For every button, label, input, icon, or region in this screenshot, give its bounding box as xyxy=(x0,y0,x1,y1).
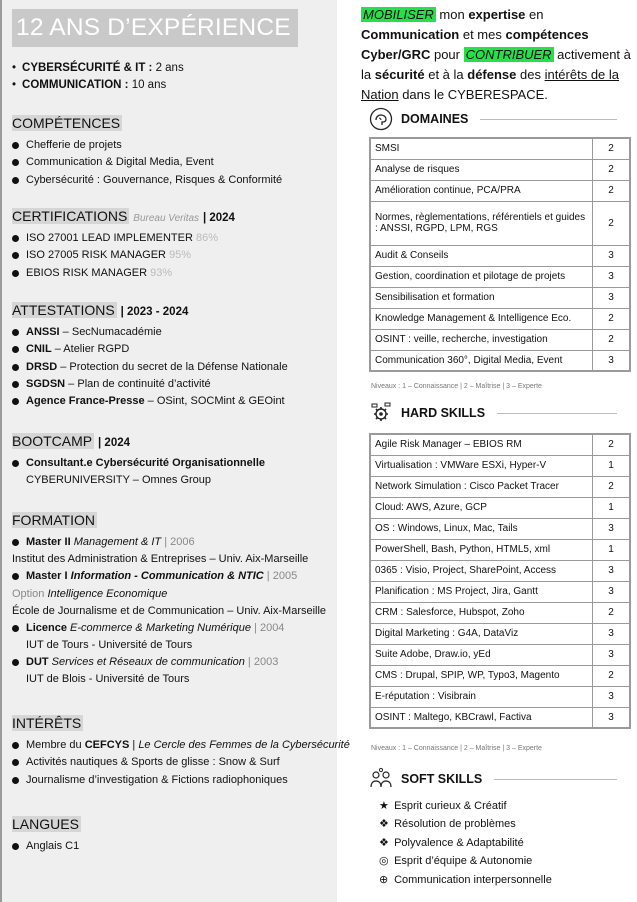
list-item: ISO 27005 RISK MANAGER 95% xyxy=(12,247,235,264)
skill-level: 3 xyxy=(593,707,631,728)
experience-summary xyxy=(12,60,184,94)
skill-label: Cloud: AWS, Azure, GCP xyxy=(370,497,593,518)
experience-item: • COMMUNICATION : 10 ans xyxy=(12,77,184,94)
table-row xyxy=(370,623,630,644)
list-item: ISO 27001 LEAD IMPLEMENTER 86% xyxy=(12,230,235,247)
diamond-icon: ❖ xyxy=(379,836,389,849)
skill-level: 3 xyxy=(593,581,631,602)
skill-label: CMS : Drupal, SPIP, WP, Typo3, Magento xyxy=(370,665,593,686)
table-row xyxy=(370,245,630,266)
table-row xyxy=(370,434,630,455)
experience-item: • CYBERSÉCURITÉ & IT : 2 ans xyxy=(12,60,184,77)
skill-label: Communication 360°, Digital Media, Event xyxy=(370,350,593,371)
table-row xyxy=(370,560,630,581)
skill-label: Sensibilisation et formation xyxy=(370,287,593,308)
table-row xyxy=(370,707,630,728)
list-item: Licence E-commerce & Marketing Numérique | 2004 xyxy=(12,620,326,637)
skill-label: Audit & Conseils xyxy=(370,245,593,266)
skill-level: 2 xyxy=(593,138,631,159)
list-item: ◎ Esprit d’équipe & Autonomie xyxy=(379,852,552,870)
section-title: BOOTCAMP xyxy=(12,433,93,449)
skill-level: 3 xyxy=(593,560,631,581)
skill-level: 3 xyxy=(593,350,631,371)
skill-label: Digital Marketing : G4A, DataViz xyxy=(370,623,593,644)
skill-level: 2 xyxy=(593,329,631,350)
section-title: COMPÉTENCES xyxy=(12,115,121,131)
table-row xyxy=(370,329,630,350)
skill-label: Virtualisation : VMWare ESXi, Hyper-V xyxy=(370,455,593,476)
soft-skills-list xyxy=(379,797,552,889)
skill-label: Network Simulation : Cisco Packet Tracer xyxy=(370,476,593,497)
table-row xyxy=(370,138,630,159)
skill-level: 3 xyxy=(593,518,631,539)
bootcamp-section: BOOTCAMP | 2024 Consultant.e Cybersécurité Organisationnelle CYBERUNIVERSITY – Omnes Group xyxy=(12,433,265,489)
skill-level: 3 xyxy=(593,686,631,707)
skill-level: 3 xyxy=(593,623,631,644)
section-title: FORMATION xyxy=(12,512,95,528)
competences-section xyxy=(12,115,282,189)
interets-section xyxy=(12,715,350,789)
list-item: ❖ Résolution de problèmes xyxy=(379,815,552,833)
skill-level: 2 xyxy=(593,201,631,245)
section-title: SOFT SKILLS xyxy=(401,772,483,786)
table-row xyxy=(370,665,630,686)
section-title: DOMAINES xyxy=(401,112,469,126)
table-row xyxy=(370,455,630,476)
table-row xyxy=(370,644,630,665)
table-row xyxy=(370,201,630,245)
skill-level: 1 xyxy=(593,455,631,476)
skill-label: Planification : MS Project, Jira, Gantt xyxy=(370,581,593,602)
certifications-section: CERTIFICATIONS Bureau Veritas | 2024 ISO 27001 LEAD IMPLEMENTER 86% ISO 27005 RISK MANAGER 95% EBIOS RISK MANAGER 93% xyxy=(12,208,235,282)
brain-icon xyxy=(369,107,393,131)
mission-statement: MOBILISER mon expertise en Communication et mes compétences Cyber/GRC pour CONTRIBUER activement à la sécurité et à la défense des intérêts de la Nation dans le CYBERESPACE. xyxy=(361,7,631,102)
skill-label: Amélioration continue, PCA/PRA xyxy=(370,180,593,201)
list-item: ★ Esprit curieux & Créatif xyxy=(379,797,552,815)
skill-level: 2 xyxy=(593,180,631,201)
list-item: Activités nautiques & Sports de glisse : Snow & Surf xyxy=(12,754,350,771)
list-item: Communication & Digital Media, Event xyxy=(12,154,282,171)
skill-level: 2 xyxy=(593,602,631,623)
hard-skills-header xyxy=(369,401,617,425)
list-item: Anglais C1 xyxy=(12,838,81,855)
globe-icon: ⊕ xyxy=(379,873,389,886)
skill-level: 2 xyxy=(593,476,631,497)
target-icon: ◎ xyxy=(379,855,389,868)
table-row xyxy=(370,159,630,180)
bootcamp-school: CYBERUNIVERSITY – Omnes Group xyxy=(26,474,212,487)
skill-level: 3 xyxy=(593,245,631,266)
formation-school: IUT de Blois - Université de Tours xyxy=(26,673,190,686)
list-item: Master I Information - Communication & NTIC | 2005 xyxy=(12,568,326,585)
domaines-legend: Niveaux : 1 – Connaissance | 2 – Maîtrise | 3 – Experte xyxy=(371,383,542,390)
experience-title: 12 ANS D’EXPÉRIENCE xyxy=(12,9,298,47)
skill-label: Knowledge Management & Intelligence Eco. xyxy=(370,308,593,329)
list-item: SGDSN – Plan de continuité d’activité xyxy=(12,376,288,393)
skill-label: Gestion, coordination et pilotage de projets xyxy=(370,266,593,287)
table-row xyxy=(370,476,630,497)
formation-school: IUT de Tours - Université de Tours xyxy=(26,638,193,651)
list-item: ⊕ Communication interpersonnelle xyxy=(379,871,552,889)
skill-label: OSINT : veille, recherche, investigation xyxy=(370,329,593,350)
list-item: Consultant.e Cybersécurité Organisationnelle xyxy=(12,455,265,472)
skill-label: Agile Risk Manager – EBIOS RM xyxy=(370,434,593,455)
skill-level: 3 xyxy=(593,287,631,308)
skill-level: 2 xyxy=(593,159,631,180)
list-item: CNIL – Atelier RGPD xyxy=(12,341,288,358)
table-row xyxy=(370,308,630,329)
list-item: Cybersécurité : Gouvernance, Risques & Conformité xyxy=(12,172,282,189)
hard-skills-table xyxy=(369,433,631,729)
formation-section xyxy=(12,512,326,688)
section-title: CERTIFICATIONS xyxy=(12,208,128,224)
list-item: EBIOS RISK MANAGER 93% xyxy=(12,265,235,282)
list-item: DRSD – Protection du secret de la Défense Nationale xyxy=(12,359,288,376)
list-item: ❖ Polyvalence & Adaptabilité xyxy=(379,834,552,852)
table-row xyxy=(370,686,630,707)
section-title: ATTESTATIONS xyxy=(12,302,115,318)
skill-label: Analyse de risques xyxy=(370,159,593,180)
list-item: Membre du CEFCYS | Le Cercle des Femmes de la Cybersécurité xyxy=(12,737,350,754)
skill-level: 1 xyxy=(593,497,631,518)
table-row xyxy=(370,266,630,287)
skill-label: PowerShell, Bash, Python, HTML5, xml xyxy=(370,539,593,560)
skill-level: 2 xyxy=(593,665,631,686)
skill-level: 1 xyxy=(593,539,631,560)
soft-skills-header xyxy=(369,767,617,791)
attestations-section: ATTESTATIONS | 2023 - 2024 ANSSI – SecNumacadémie CNIL – Atelier RGPD DRSD – Protection du secret de la Défense Nationale SGDSN – Plan de continuité d’activité Agence France-Presse – OSint, SOCMint & GEOint xyxy=(12,302,288,410)
list-item: Chefferie de projets xyxy=(12,137,282,154)
section-title: HARD SKILLS xyxy=(401,406,486,420)
hard-skills-legend: Niveaux : 1 – Connaissance | 2 – Maîtrise | 3 – Experte xyxy=(371,745,542,752)
certifications-issuer: Bureau Veritas xyxy=(133,213,200,224)
table-row xyxy=(370,287,630,308)
gears-icon xyxy=(369,401,393,425)
skill-label: E-réputation : Visibrain xyxy=(370,686,593,707)
list-item: ANSSI – SecNumacadémie xyxy=(12,324,288,341)
skill-label: OSINT : Maltego, KBCrawl, Factiva xyxy=(370,707,593,728)
table-row xyxy=(370,539,630,560)
list-item: Journalisme d’investigation & Fictions radiophoniques xyxy=(12,772,350,789)
diamond-icon: ❖ xyxy=(379,818,389,831)
skill-level: 3 xyxy=(593,644,631,665)
list-item: Master II Management & IT | 2006 xyxy=(12,534,326,551)
skill-label: CRM : Salesforce, Hubspot, Zoho xyxy=(370,602,593,623)
star-icon: ★ xyxy=(379,800,389,812)
table-row xyxy=(370,350,630,371)
section-title: INTÉRÊTS xyxy=(12,715,82,731)
right-column xyxy=(337,0,637,902)
team-gears-icon xyxy=(369,767,393,791)
skill-level: 2 xyxy=(593,434,631,455)
section-title: LANGUES xyxy=(12,816,79,832)
domaines-table xyxy=(369,137,631,372)
table-row xyxy=(370,581,630,602)
skill-label: SMSI xyxy=(370,138,593,159)
formation-school: Institut des Administration & Entreprises – Univ. Aix-Marseille xyxy=(12,553,309,566)
table-row xyxy=(370,602,630,623)
skill-level: 2 xyxy=(593,308,631,329)
skill-label: 0365 : Visio, Project, SharePoint, Access xyxy=(370,560,593,581)
skill-label: Suite Adobe, Draw.io, yEd xyxy=(370,644,593,665)
table-row xyxy=(370,518,630,539)
domaines-header xyxy=(369,107,617,131)
table-row xyxy=(370,180,630,201)
table-row xyxy=(370,497,630,518)
skill-label: OS : Windows, Linux, Mac, Tails xyxy=(370,518,593,539)
list-item: DUT Services et Réseaux de communication | 2003 xyxy=(12,654,326,671)
list-item: Agence France-Presse – OSint, SOCMint & GEOint xyxy=(12,393,288,410)
skill-level: 3 xyxy=(593,266,631,287)
skill-label: Normes, règlementations, référentiels et guides : ANSSI, RGPD, LPM, RGS xyxy=(370,201,593,245)
formation-option: Option Intelligence Economique xyxy=(12,587,168,600)
langues-section xyxy=(12,816,81,855)
formation-school: École de Journalisme et de Communication – Univ. Aix-Marseille xyxy=(12,604,327,617)
